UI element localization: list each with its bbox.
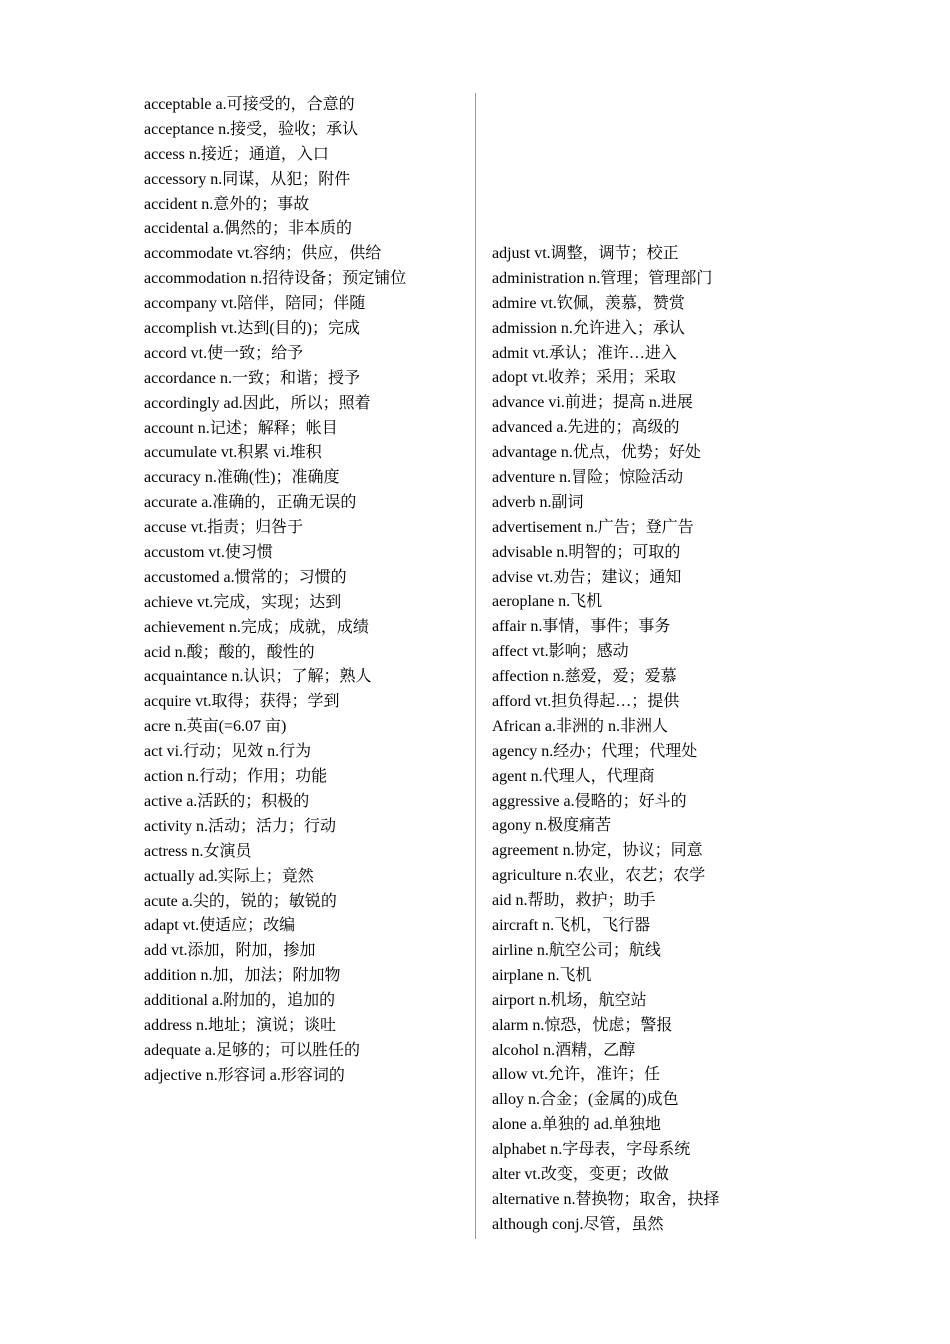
vocab-entry: advise vt.劝告；建议；通知: [492, 568, 682, 586]
vocab-entry: achieve vt.完成，实现；达到: [144, 593, 342, 611]
vocab-entry: actress n.女演员: [144, 842, 252, 860]
vocab-entry: alphabet n.字母表，字母系统: [492, 1141, 691, 1159]
vocab-entry: advantage n.优点，优势；好处: [492, 444, 701, 462]
vocab-entry: acquire vt.取得；获得；学到: [144, 693, 340, 711]
vocab-entry: admire vt.钦佩，羡慕，赞赏: [492, 294, 685, 312]
vocab-entry: address n.地址；演说；谈吐: [144, 1016, 336, 1034]
vocab-entry: activity n.活动；活力；行动: [144, 817, 336, 835]
vocab-entry: aid n.帮助，救护；助手: [492, 892, 656, 910]
vocab-entry: alone a.单独的 ad.单独地: [492, 1116, 661, 1134]
vocab-entry: accustom vt.使习惯: [144, 544, 273, 562]
vocab-entry: agent n.代理人，代理商: [492, 767, 655, 785]
vocab-entry: alarm n.惊恐，忧虑；警报: [492, 1016, 673, 1034]
vocab-entry: actually ad.实际上；竟然: [144, 867, 314, 885]
vocab-entry: aeroplane n.飞机: [492, 593, 603, 611]
column-divider: [475, 93, 476, 1239]
vocab-entry: agency n.经办；代理；代理处: [492, 742, 698, 760]
vocab-entry: acceptable a.可接受的，合意的: [144, 96, 355, 113]
vocab-entry: adopt vt.收养；采用；采取: [492, 369, 676, 387]
vocab-entry: advisable n.明智的；可取的: [492, 543, 681, 561]
vocab-entry: administration n.管理；管理部门: [492, 269, 713, 287]
vocab-entry: although conj.尽管，虽然: [492, 1215, 664, 1233]
vocab-entry: afford vt.担负得起…；提供: [492, 693, 680, 711]
vocab-entry: act vi.行动；见效 n.行为: [144, 743, 312, 761]
vocab-entry: affair n.事情，事件；事务: [492, 618, 671, 636]
vocab-entry: acre n.英亩(=6.07 亩): [144, 718, 287, 736]
vocab-entry: accumulate vt.积累 vi.堆积: [144, 444, 322, 462]
vocab-entry: achievement n.完成；成就，成绩: [144, 618, 369, 636]
vocab-entry: account n.记述；解释；帐目: [144, 419, 338, 437]
vocab-entry: alter vt.改变，变更；改做: [492, 1165, 669, 1183]
vocab-entry: acquaintance n.认识；了解；熟人: [144, 668, 372, 686]
vocab-entry: accessory n.同谋，从犯；附件: [144, 170, 351, 188]
vocab-entry: adverb n.副词: [492, 493, 584, 511]
vocab-entry: accommodation n.招待设备；预定铺位: [144, 270, 407, 288]
vocab-entry: affect vt.影响；感动: [492, 643, 629, 661]
vocab-entry: adequate a.足够的；可以胜任的: [144, 1041, 360, 1059]
vocab-entry: accommodate vt.容纳；供应，供给: [144, 245, 382, 263]
vocab-entry: airline n.航空公司；航线: [492, 941, 661, 959]
vocab-entry: adjective n.形容词 a.形容词的: [144, 1066, 345, 1084]
vocab-entry: adapt vt.使适应；改编: [144, 917, 296, 935]
vocab-entry: adjust vt.调整，调节；校正: [492, 245, 679, 262]
vocab-entry: accident n.意外的；事故: [144, 195, 310, 213]
vocab-entry: agriculture n.农业，农艺；农学: [492, 867, 706, 885]
vocab-entry: accompany vt.陪伴，陪同；伴随: [144, 295, 366, 313]
vocab-entry: alloy n.合金；(金属的)成色: [492, 1091, 679, 1109]
vocab-entry: accordingly ad.因此，所以；照着: [144, 394, 371, 412]
vocabulary-column-right: [492, 242, 792, 1238]
vocab-entry: acute a.尖的，锐的；敏锐的: [144, 892, 337, 910]
vocab-entry: active a.活跃的；积极的: [144, 792, 310, 810]
vocab-entry: admission n.允许进入；承认: [492, 319, 685, 337]
vocab-entry: accurate a.准确的，正确无误的: [144, 494, 357, 512]
vocab-entry: agony n.极度痛苦: [492, 817, 612, 835]
vocab-entry: accomplish vt.达到(目的)；完成: [144, 320, 360, 338]
vocab-entry: acid n.酸；酸的，酸性的: [144, 643, 315, 661]
vocab-entry: accord vt.使一致；给予: [144, 344, 304, 362]
vocab-entry: advertisement n.广告；登广告: [492, 518, 694, 536]
vocab-entry: acceptance n.接受，验收；承认: [144, 120, 359, 138]
vocab-entry: add vt.添加，附加，掺加: [144, 942, 316, 960]
vocab-entry: aircraft n.飞机，飞行器: [492, 917, 651, 935]
vocab-entry: African a.非洲的 n.非洲人: [492, 717, 668, 735]
vocab-entry: agreement n.协定，协议；同意: [492, 842, 703, 860]
vocab-entry: accuracy n.准确(性)；准确度: [144, 469, 340, 487]
vocab-entry: access n.接近；通道，入口: [144, 145, 329, 163]
vocab-entry: action n.行动；作用；功能: [144, 768, 328, 786]
vocab-entry: accidental a.偶然的；非本质的: [144, 220, 352, 238]
vocab-entry: alternative n.替换物；取舍，抉择: [492, 1190, 720, 1208]
vocab-entry: advanced a.先进的；高级的: [492, 419, 680, 437]
vocab-entry: accordance n.一致；和谐；授予: [144, 369, 360, 387]
vocab-entry: allow vt.允许，准许；任: [492, 1066, 660, 1084]
vocab-entry: airport n.机场，航空站: [492, 991, 647, 1009]
vocab-entry: additional a.附加的，追加的: [144, 992, 336, 1010]
vocab-entry: adventure n.冒险；惊险活动: [492, 469, 684, 487]
vocab-entry: advance vi.前进；提高 n.进展: [492, 394, 693, 412]
vocab-entry: admit vt.承认；准许…进入: [492, 344, 677, 362]
vocab-entry: affection n.慈爱，爱；爱慕: [492, 668, 677, 686]
vocab-entry: aggressive a.侵略的；好斗的: [492, 792, 687, 810]
vocab-entry: addition n.加，加法；附加物: [144, 967, 341, 985]
vocabulary-column-left: [144, 93, 464, 1089]
vocab-entry: airplane n.飞机: [492, 966, 592, 984]
vocab-entry: alcohol n.酒精，乙醇: [492, 1041, 636, 1059]
vocab-entry: accuse vt.指责；归咎于: [144, 519, 304, 537]
vocab-entry: accustomed a.惯常的；习惯的: [144, 568, 347, 586]
